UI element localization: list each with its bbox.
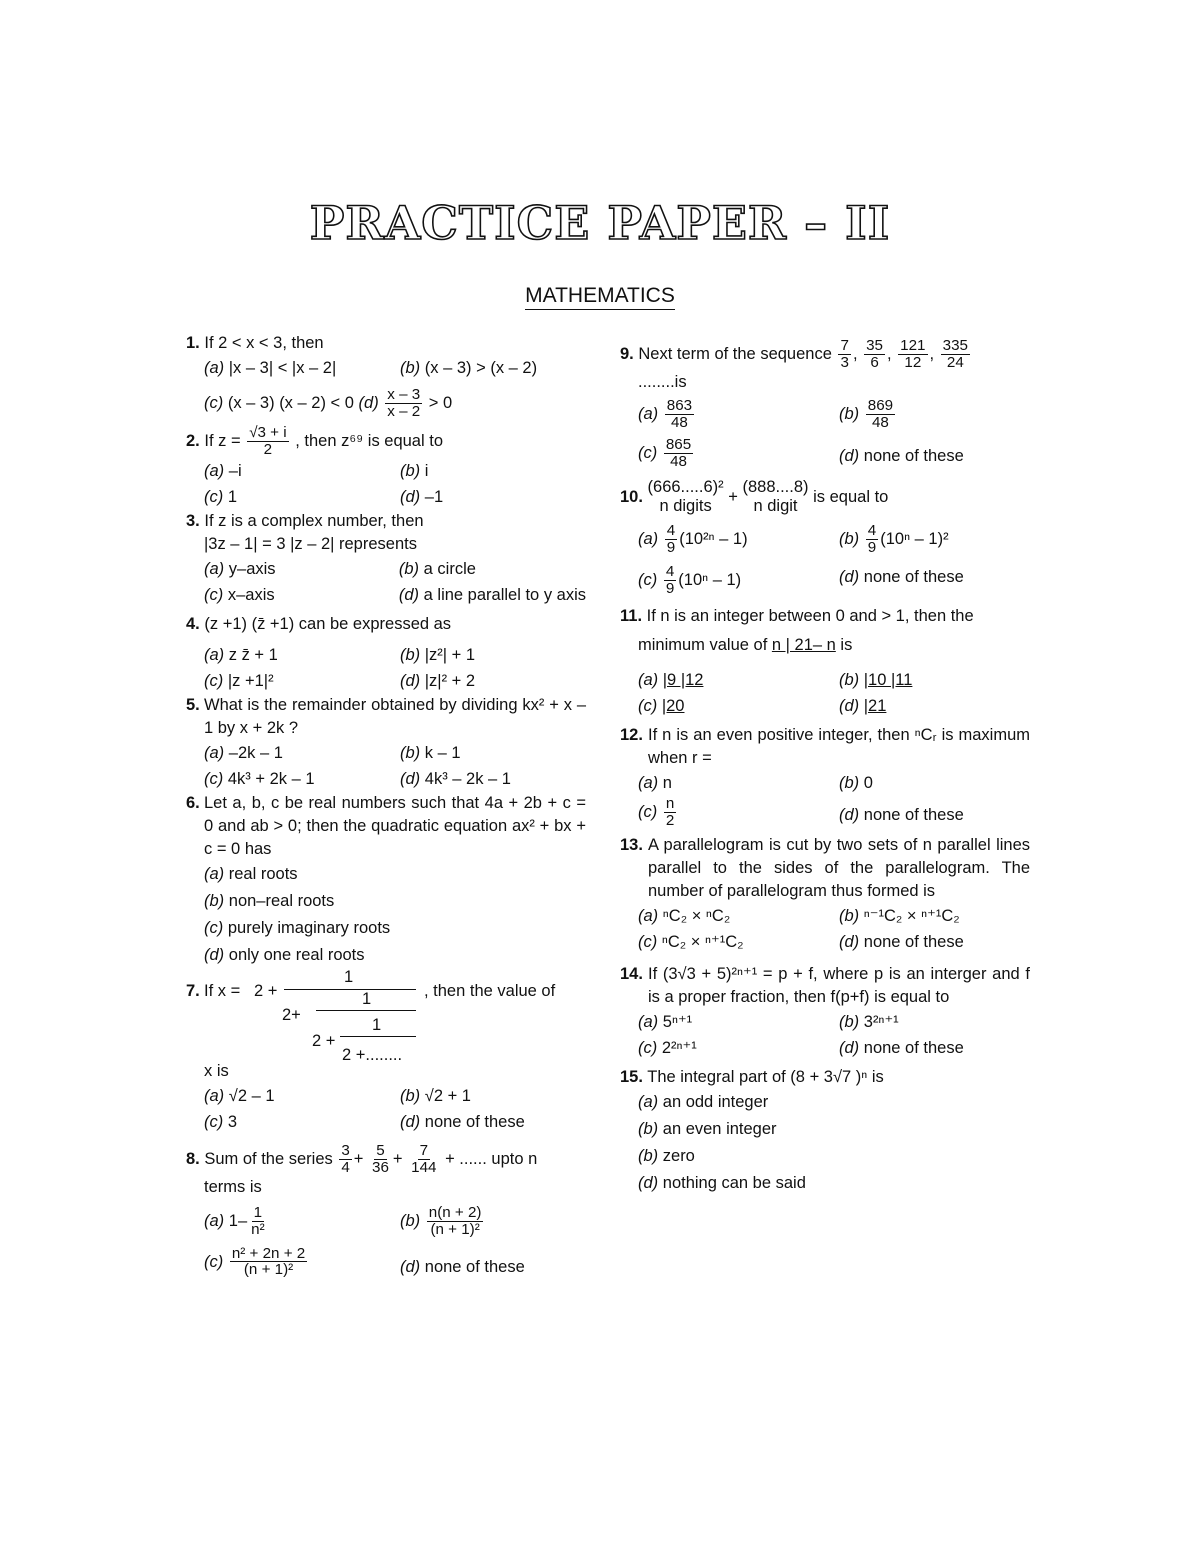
fraction: $\frac{n}{2}$: [665, 794, 675, 829]
option-a: (a) real roots: [204, 864, 298, 883]
option-b: (b) an even integer: [638, 1119, 777, 1138]
option-b: (b) $\frac{869}{48}$: [839, 396, 894, 431]
option-b: (b) (x – 3) > (x – 2): [400, 359, 538, 377]
question-14: 14. If (3√3 + 5)²ⁿ⁺¹ = p + f, where p is an interger and f is a proper fraction, then f(p+f) is equal to (a) 5ⁿ⁺¹ (b) 3²ⁿ⁺¹ (c) 2²ⁿ⁺¹ (d) none of these: [620, 963, 1030, 1061]
option-d: (d) only one real roots: [204, 945, 365, 964]
option-d: (d) none of these: [839, 932, 964, 951]
option-c: (c) |20: [638, 696, 685, 715]
option-a: (a) |x – 3| < |x – 2|: [204, 359, 337, 377]
question-9: 9. Next term of the sequence $\frac{7}{3}$ , $\frac{35}{6}$ , $\frac{121}{12}$ , $\frac{335}{24}$ ........is (a) $\frac{863}{48}$ (b) $\frac{869}{48}$ (c) $\frac{865}{48}$ (d) none of these: [620, 332, 1030, 470]
subject-heading: MATHEMATICS: [0, 284, 1200, 310]
option-d: (d) none of these: [400, 1257, 525, 1276]
fraction: $\frac{n(n + 2)}{\text{(n + 1)²}}$: [428, 1203, 482, 1238]
option-d: (d) |z|² + 2: [400, 671, 476, 690]
fraction: $\frac{865}{48}$: [665, 435, 692, 470]
option-c: (c) ⁿC₂ × ⁿ⁺¹C₂: [638, 932, 744, 951]
option-b: (b) 0: [839, 773, 873, 792]
question-8: 8. Sum of the series $\frac{3}{4}$ + $\frac{5}{36}$ + $\frac{7}{144}$ + ...... upto n terms is (a) 1– $\frac{1}{\text{n²}}$ (b) $\frac{n(n + 2)}{\text{(n + 1)²}}$ (c) $\frac{\text{n² + 2n + 2}}{\text{(n + 1)²}}$ (d) none of these: [186, 1143, 586, 1280]
option-c: (c) 2²ⁿ⁺¹: [638, 1038, 697, 1057]
fraction: $\frac{√3 + i}{2}$: [249, 423, 287, 458]
fraction: $\frac{7}{144}$: [411, 1141, 437, 1176]
option-d: (d) none of these: [839, 805, 964, 824]
option-a: (a) 1– $\frac{1}{\text{n²}}$: [204, 1203, 265, 1238]
fraction: $\frac{4}{9}$: [867, 522, 877, 557]
option-c: (c) $\frac{865}{48}$: [638, 435, 692, 470]
option-c: (b) zero: [638, 1146, 695, 1165]
option-a: (a) 5ⁿ⁺¹: [638, 1012, 693, 1031]
question-4: 4. (z +1) (z̄ +1) can be expressed as (a) z z̄ + 1 (b) |z²| + 1 (c) |z +1|² (d) |z|² + 2: [186, 613, 586, 694]
fraction: $\frac{4}{9}$: [665, 563, 675, 598]
option-a: (a) n: [638, 773, 672, 792]
option-d: (d) none of these: [839, 1038, 964, 1057]
right-column: [620, 332, 1030, 1197]
option-c: (c) x–axis: [204, 585, 275, 604]
option-b: (b) non–real roots: [204, 891, 335, 910]
option-a: (a) z z̄ + 1: [204, 645, 278, 664]
question-12: 12. If n is an even positive integer, then ⁿCᵣ is maximum when r = (a) n (b) 0 (c) $\frac{n}{2}$ (d) none of these: [620, 725, 1030, 829]
option-b: (b) $\frac{4}{9}$ (10ⁿ – 1)²: [839, 522, 949, 557]
option-c: (c) 1: [204, 487, 238, 506]
option-c: (c) 4k³ + 2k – 1: [204, 769, 315, 788]
option-b: (b) |z²| + 1: [400, 645, 476, 664]
question-6: 6. Let a, b, c be real numbers such that 4a + 2b + c = 0 and ab > 0; then the quadratic equation ax² + bx + c = 0 has (a) real roots (b) non–real roots (c) purely imaginary roots (d) only one real roots: [186, 792, 586, 969]
question-11: 11. If n is an integer between 0 and > 1, then the minimum value of n | 21– n is (a) |9 |12 (b) |10 |11 (c) |20 (d) |21: [620, 605, 1030, 719]
option-d: (d) none of these: [839, 568, 964, 587]
option-b: (b) 3²ⁿ⁺¹: [839, 1012, 899, 1031]
option-b: (b) i: [400, 461, 429, 480]
left-column: 1. If 2 < x < 3, then (a) |x – 3| < |x – 2| (b) (x – 3) > (x – 2) (c) (x – 3) (x – 2) < 0 (d) $\frac{x - 3}{x - 2}$ > 0 2. If z = $\frac{√3 + i}{2}$ , then z⁶⁹ is equal to (a) –i (b) i (c) 1 (d) –1 3. If z is a complex number, then |3z – 1| = 3 |z – 2| represents (a) y–axis (b) a circle (c) x–axis (d) a line parallel to y axis 4. (z +1) (z̄ +1) can be expressed as (a) z z̄ + 1 (b) |z²| + 1 (c) |z +1|² (d) |z|² + 2 5. What is the remainder obtained by dividing kx² + x – 1 by x + 2k ? (a) –2k – 1 (b) k – 1 (c) 4k³ + 2k – 1 (d) 4k³ – 2k – 1 6. Let a, b, c be real numbers such that 4a + 2b + c = 0 and ab > 0; then the quadratic equation ax² + bx + c = 0 has (a) real roots (b) non–real roots (c) purely imaginary roots (d) only one real roots 7. If x = 2 + 1 1 2+ 1 2 + 2 +........ , then the value of x is (a) √2 – 1 (b) √2 + 1 (c) 3 (d) none of these 8. Sum of the series $\frac{3}{4}$ + $\frac{5}{36}$ + $\frac{7}{144}$ + ...... upto n terms is (a) 1– $\frac{1}{\text{n²}}$ (b) $\frac{n(n + 2)}{\text{(n + 1)²}}$ (c) $\frac{\text{n² + 2n + 2}}{\text{(n + 1)²}}$ (d) none of these: [186, 334, 586, 1279]
question-13: 13. A parallelogram is cut by two sets of n parallel lines parallel to the sides of the parallelogram. The number of parallelogram thus formed is (a) ⁿC₂ × ⁿC₂ (b) ⁿ⁻¹C₂ × ⁿ⁺¹C₂ (c) ⁿC₂ × ⁿ⁺¹C₂ (d) none of these: [620, 834, 1030, 955]
option-c: (c) $\frac{n}{2}$: [638, 794, 675, 829]
fraction: $\frac{863}{48}$: [666, 396, 693, 431]
question-7: 7. If x = 2 + 1 1 2+ 1 2 + 2 +........ , then the value of: [186, 967, 556, 1064]
option-b: (b) √2 + 1: [400, 1086, 471, 1105]
option-c: (c) 3: [204, 1112, 238, 1131]
option-c: (c) |z +1|²: [204, 671, 274, 690]
option-d: (d) 4k³ – 2k – 1: [400, 769, 511, 788]
question-3: 3. If z is a complex number, then |3z – 1| = 3 |z – 2| represents (a) y–axis (b) a circle (c) x–axis (d) a line parallel to y axis: [186, 510, 586, 608]
option-c: (c) $\frac{\text{n² + 2n + 2}}{\text{(n + 1)²}}$: [204, 1244, 306, 1279]
fraction: $\frac{\text{n² + 2n + 2}}{\text{(n + 1)²}}$: [231, 1244, 306, 1279]
fraction: $\frac{3}{4}$: [341, 1141, 350, 1176]
option-b: (b) a circle: [398, 559, 476, 578]
option-d: (d) a line parallel to y axis: [398, 585, 586, 604]
page-title: PRACTICE PAPER – II: [309, 196, 891, 250]
option-d: (d) nothing can be said: [638, 1173, 806, 1192]
fraction: $\frac{5}{36}$: [372, 1141, 389, 1176]
fraction: $\frac{x - 3}{x - 2}$: [387, 386, 421, 420]
option-a: (a) $\frac{863}{48}$: [638, 396, 693, 431]
question-10: 10. (666.....6)² n digits + (888....8) n digit is equal to (a) $\frac{4}{9}$ (10²ⁿ – 1) (b) $\frac{4}{9}$ (10ⁿ – 1)² (c) $\frac{4}{9}$ (10ⁿ – 1) (d) none of these: [620, 478, 1030, 597]
option-b: (b) k – 1: [400, 743, 461, 762]
option-d: (d) none of these: [839, 446, 964, 465]
option-a: (a) y–axis: [204, 559, 276, 578]
option-a: (a) |9 |12: [638, 670, 704, 689]
fraction: $\frac{869}{48}$: [867, 396, 894, 431]
option-d: (d) –1: [400, 487, 444, 506]
option-b: (b) ⁿ⁻¹C₂ × ⁿ⁺¹C₂: [839, 906, 960, 925]
option-a: (a) an odd integer: [638, 1092, 769, 1111]
fraction: $\frac{121}{12}$: [900, 337, 926, 371]
option-c: (c) $\frac{4}{9}$ (10ⁿ – 1): [638, 563, 742, 598]
option-d: (d) none of these: [400, 1112, 525, 1131]
option-a: (a) –i: [204, 461, 242, 480]
option-a: (a) √2 – 1: [204, 1086, 275, 1105]
question-stem: If 2 < x < 3, then: [204, 334, 324, 352]
option-a: (a) ⁿC₂ × ⁿC₂: [638, 906, 731, 925]
question-1: 1. If 2 < x < 3, then (a) |x – 3| < |x – 2| (b) (x – 3) > (x – 2) (c) (x – 3) (x – 2) < 0 (d) $\frac{x - 3}{x - 2}$ > 0: [186, 332, 586, 420]
option-c: (c) purely imaginary roots: [204, 918, 391, 937]
option-a: (a) $\frac{4}{9}$ (10²ⁿ – 1): [638, 522, 748, 557]
fraction: $\frac{7}{3}$: [840, 337, 849, 371]
option-b: (b) $\frac{n(n + 2)}{\text{(n + 1)²}}$: [400, 1203, 482, 1238]
fraction: $\frac{335}{24}$: [942, 337, 968, 371]
option-d: (d) |21: [839, 696, 887, 715]
fraction: $\frac{1}{\text{n²}}$: [251, 1203, 265, 1238]
question-15: 15. The integral part of (8 + 3√7 )ⁿ is (a) an odd integer (b) an even integer (b) zero (d) nothing can be said: [620, 1066, 1030, 1197]
question-5: 5. What is the remainder obtained by dividing kx² + x – 1 by x + 2k ? (a) –2k – 1 (b) k – 1 (c) 4k³ + 2k – 1 (d) 4k³ – 2k – 1: [186, 694, 586, 792]
question-2: 2. If z = $\frac{√3 + i}{2}$ , then z⁶⁹ is equal to (a) –i (b) i (c) 1 (d) –1: [186, 425, 586, 510]
option-b: (b) |10 |11: [839, 670, 913, 689]
fraction: $\frac{4}{9}$: [666, 522, 676, 557]
fraction: $\frac{35}{6}$: [866, 337, 883, 371]
option-c-d: (c) (x – 3) (x – 2) < 0 (d) $\frac{x - 3}{x - 2}$ > 0: [204, 386, 453, 420]
option-a: (a) –2k – 1: [204, 743, 283, 762]
